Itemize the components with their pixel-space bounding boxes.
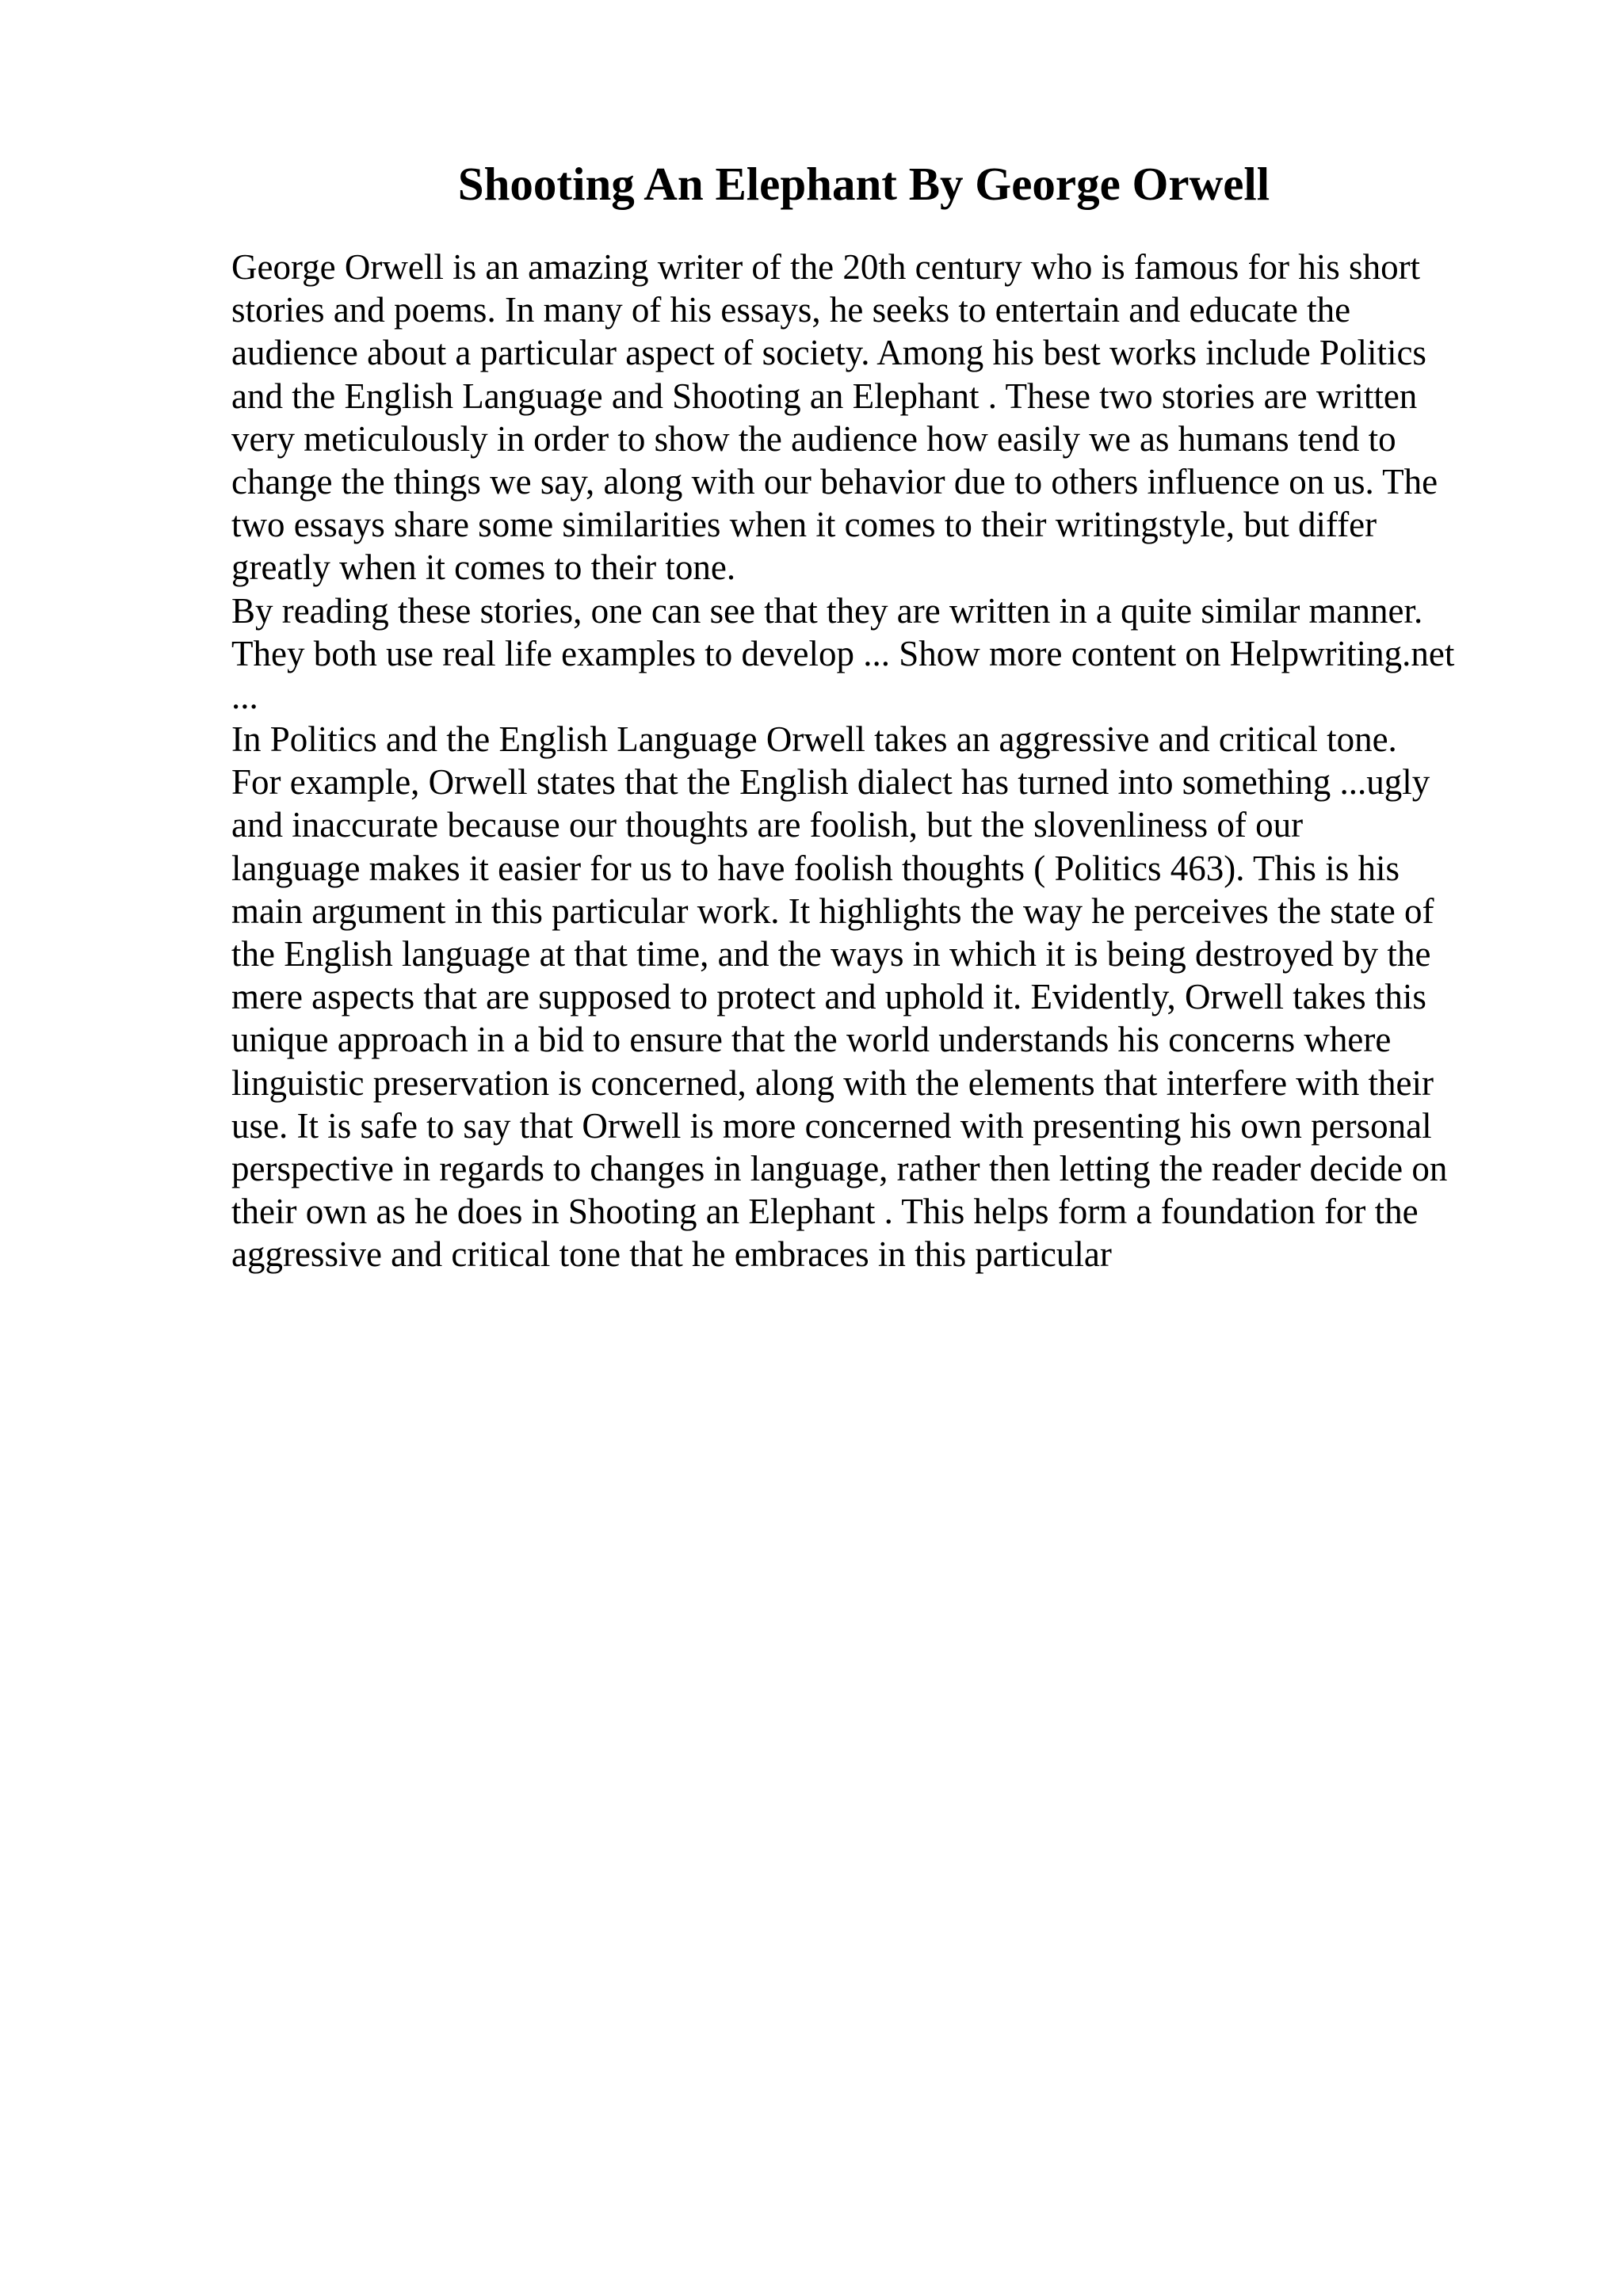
text-line: For example, Orwell states that the English dialect has turned into something ...ugly: [231, 762, 1430, 803]
text-line: and the English Language and Shooting an Elephant . These two stories are written: [231, 376, 1418, 416]
text-line: change the things we say, along with our behavior due to others influence on us. The: [231, 461, 1438, 502]
text-line: George Orwell is an amazing writer of the 20th century who is famous for his short: [231, 247, 1421, 287]
text-line: the English language at that time, and the ways in which it is being destroyed by the: [231, 934, 1431, 974]
text-line: main argument in this particular work. It highlights the way he perceives the state of: [231, 891, 1434, 931]
text-line: perspective in regards to changes in language, rather then letting the reader decide on: [231, 1148, 1448, 1188]
text-line: By reading these stories, one can see that they are written in a quite similar manner.: [231, 590, 1423, 631]
text-line: linguistic preservation is concerned, along with the elements that interfere with their: [231, 1062, 1434, 1103]
text-line: stories and poems. In many of his essays, he seeks to entertain and educate the: [231, 290, 1351, 330]
text-line: aggressive and critical tone that he embraces in this particular: [231, 1234, 1112, 1275]
text-line: very meticulously in order to show the audience how easily we as humans tend to: [231, 418, 1396, 459]
text-line: and inaccurate because our thoughts are foolish, but the slovenliness of our: [231, 805, 1304, 845]
text-line: They both use real life examples to develop ... Show more content on Helpwriting.net: [231, 633, 1455, 673]
text-line: In Politics and the English Language Orwell takes an aggressive and critical tone.: [231, 719, 1397, 760]
text-line: mere aspects that are supposed to protect and uphold it. Evidently, Orwell takes this: [231, 977, 1426, 1017]
page-title: Shooting An Elephant By George Orwell: [457, 158, 1270, 210]
text-line: two essays share some similarities when it comes to their writingstyle, but differ: [231, 505, 1377, 545]
text-line: ...: [231, 676, 258, 716]
essay-body: [231, 246, 1515, 1276]
text-line: use. It is safe to say that Orwell is more concerned with presenting his own personal: [231, 1105, 1432, 1146]
text-line: greatly when it comes to their tone.: [231, 547, 736, 588]
text-line: language makes it easier for us to have foolish thoughts ( Politics 463). This is his: [231, 848, 1400, 888]
text-line: unique approach in a bid to ensure that the world understands his concerns where: [231, 1020, 1392, 1060]
text-line: audience about a particular aspect of society. Among his best works include Politics: [231, 333, 1426, 373]
text-line: their own as he does in Shooting an Elephant . This helps form a foundation for the: [231, 1192, 1419, 1232]
